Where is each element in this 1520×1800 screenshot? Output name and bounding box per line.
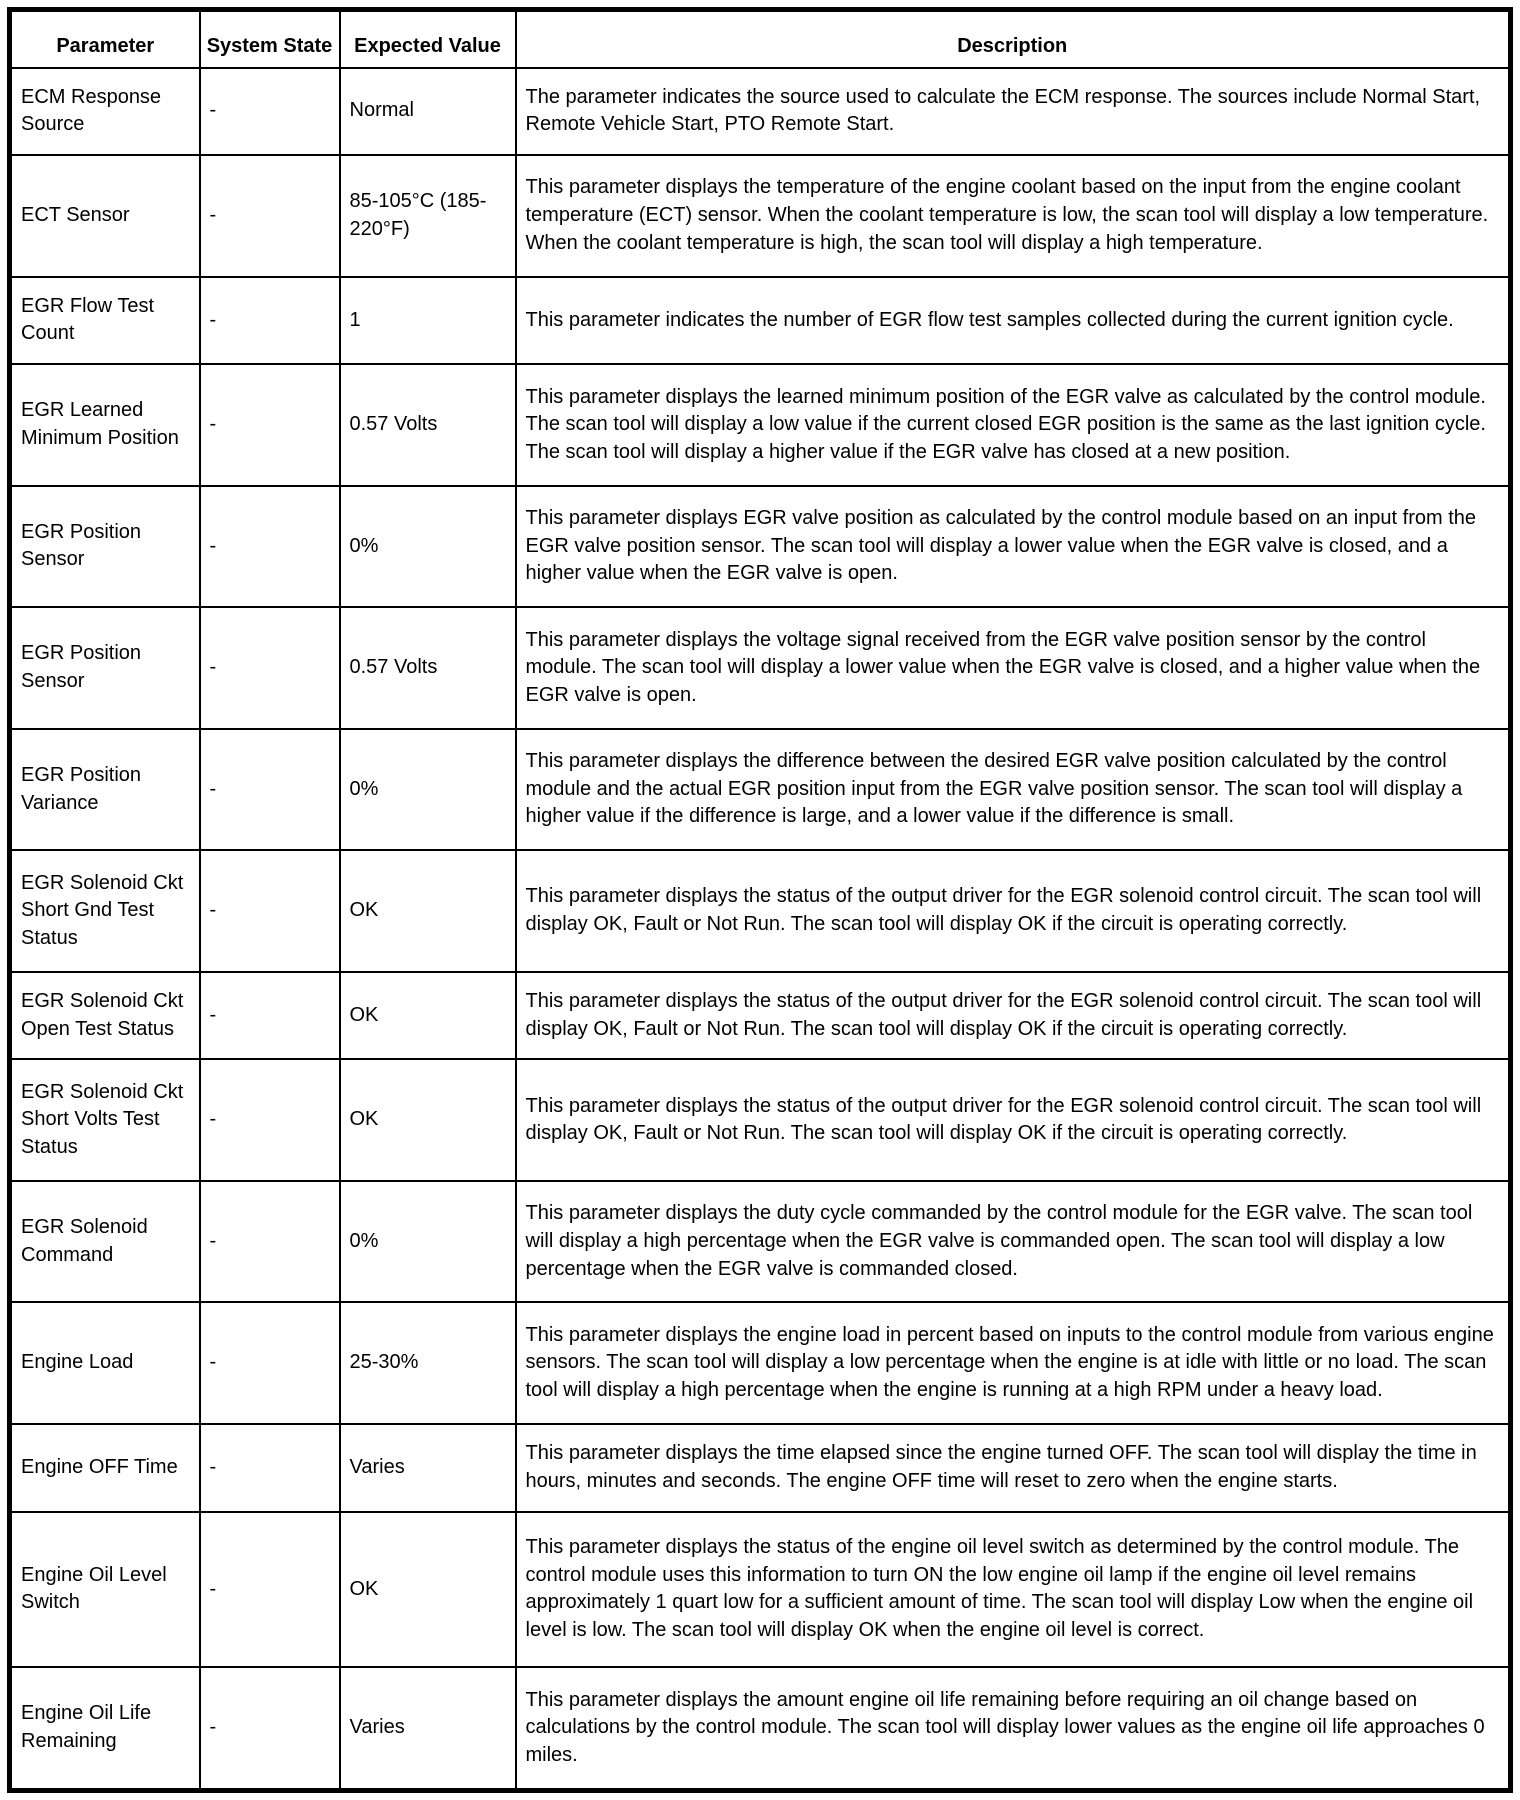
parameter-cell: Engine Oil Life Remaining (10, 1667, 200, 1790)
system-state-cell: - (200, 277, 340, 365)
parameter-cell: EGR Flow Test Count (10, 277, 200, 365)
expected-value-cell: OK (340, 1512, 516, 1667)
system-state-cell: - (200, 364, 340, 486)
description-cell: This parameter displays the duty cycle commanded by the control module for the EGR valve. The scan tool will display a high percentage when the EGR valve is commanded open. The scan tool will display a low percentage when the EGR valve is commanded closed. (516, 1181, 1511, 1303)
expected-value-cell: 0% (340, 1181, 516, 1303)
parameter-cell: EGR Position Sensor (10, 486, 200, 608)
parameter-cell: EGR Solenoid Ckt Short Gnd Test Status (10, 850, 200, 972)
system-state-cell: - (200, 972, 340, 1060)
table-row (10, 1059, 1511, 1181)
parameter-table (7, 7, 1513, 1793)
parameter-cell: EGR Learned Minimum Position (10, 364, 200, 486)
system-state-cell: - (200, 1181, 340, 1303)
description-cell: This parameter displays the amount engine oil life remaining before requiring an oil change based on calculations by the control module. The scan tool will display lower values as the engine oil life approaches 0 miles. (516, 1667, 1511, 1790)
system-state-cell: - (200, 1667, 340, 1790)
system-state-cell: - (200, 486, 340, 608)
table-row (10, 972, 1511, 1060)
description-cell: The parameter indicates the source used to calculate the ECM response. The sources include Normal Start, Remote Vehicle Start, PTO Remote Start. (516, 68, 1511, 156)
table-row (10, 155, 1511, 277)
parameter-cell: Engine Oil Level Switch (10, 1512, 200, 1667)
header-description: Description (516, 10, 1511, 68)
parameter-cell: ECT Sensor (10, 155, 200, 277)
expected-value-cell: Varies (340, 1667, 516, 1790)
description-cell: This parameter displays the engine load in percent based on inputs to the control module from various engine sensors. The scan tool will display a low percentage when the engine is at idle with little or no load. The scan tool will display a high percentage when the engine is running at a high RPM under a heavy load. (516, 1302, 1511, 1424)
description-cell: This parameter displays the difference between the desired EGR valve position calculated by the control module and the actual EGR position input from the EGR valve position sensor. The scan tool will display a higher value if the difference is large, and a lower value if the difference is small. (516, 729, 1511, 851)
table-row (10, 1181, 1511, 1303)
description-cell: This parameter displays the status of the output driver for the EGR solenoid control circuit. The scan tool will display OK, Fault or Not Run. The scan tool will display OK if the circuit is operating correctly. (516, 1059, 1511, 1181)
system-state-cell: - (200, 68, 340, 156)
table-row (10, 1667, 1511, 1790)
expected-value-cell: 0% (340, 729, 516, 851)
table-row (10, 364, 1511, 486)
parameter-cell: Engine Load (10, 1302, 200, 1424)
table-body (10, 68, 1511, 1791)
system-state-cell: - (200, 155, 340, 277)
table-row (10, 1512, 1511, 1667)
table-row (10, 277, 1511, 365)
expected-value-cell: 85-105°C (185-220°F) (340, 155, 516, 277)
parameter-cell: Engine OFF Time (10, 1424, 200, 1512)
expected-value-cell: 0.57 Volts (340, 364, 516, 486)
parameter-cell: ECM Response Source (10, 68, 200, 156)
header-system-state: System State (200, 10, 340, 68)
description-cell: This parameter displays the temperature of the engine coolant based on the input from the engine coolant temperature (ECT) sensor. When the coolant temperature is low, the scan tool will display a low temperature. When the coolant temperature is high, the scan tool will display a high temperature. (516, 155, 1511, 277)
table-row (10, 486, 1511, 608)
description-cell: This parameter displays the time elapsed since the engine turned OFF. The scan tool will display the time in hours, minutes and seconds. The engine OFF time will reset to zero when the engine starts. (516, 1424, 1511, 1512)
expected-value-cell: Normal (340, 68, 516, 156)
table-row (10, 68, 1511, 156)
system-state-cell: - (200, 1424, 340, 1512)
system-state-cell: - (200, 1512, 340, 1667)
header-row (10, 10, 1511, 68)
expected-value-cell: OK (340, 850, 516, 972)
description-cell: This parameter displays the status of the output driver for the EGR solenoid control circuit. The scan tool will display OK, Fault or Not Run. The scan tool will display OK if the circuit is operating correctly. (516, 850, 1511, 972)
parameter-cell: EGR Solenoid Command (10, 1181, 200, 1303)
expected-value-cell: 1 (340, 277, 516, 365)
expected-value-cell: OK (340, 1059, 516, 1181)
description-cell: This parameter indicates the number of EGR flow test samples collected during the current ignition cycle. (516, 277, 1511, 365)
system-state-cell: - (200, 1302, 340, 1424)
system-state-cell: - (200, 729, 340, 851)
table-header (10, 10, 1511, 68)
description-cell: This parameter displays the status of the engine oil level switch as determined by the control module. The control module uses this information to turn ON the low engine oil lamp if the engine oil level remains approximately 1 quart low for a sufficient amount of time. The scan tool will display Low when the engine oil level is low. The scan tool will display OK when the engine oil level is correct. (516, 1512, 1511, 1667)
expected-value-cell: 25-30% (340, 1302, 516, 1424)
parameter-cell: EGR Position Sensor (10, 607, 200, 729)
table-row (10, 1302, 1511, 1424)
expected-value-cell: 0% (340, 486, 516, 608)
table-row (10, 850, 1511, 972)
table-row (10, 1424, 1511, 1512)
description-cell: This parameter displays the learned minimum position of the EGR valve as calculated by the control module. The scan tool will display a low value if the current closed EGR position is the same as the last ignition cycle. The scan tool will display a higher value if the EGR valve has closed at a new position. (516, 364, 1511, 486)
expected-value-cell: Varies (340, 1424, 516, 1512)
description-cell: This parameter displays EGR valve position as calculated by the control module based on an input from the EGR valve position sensor. The scan tool will display a lower value when the EGR valve is closed, and a higher value when the EGR valve is open. (516, 486, 1511, 608)
table-row (10, 607, 1511, 729)
parameter-cell: EGR Position Variance (10, 729, 200, 851)
description-cell: This parameter displays the status of the output driver for the EGR solenoid control circuit. The scan tool will display OK, Fault or Not Run. The scan tool will display OK if the circuit is operating correctly. (516, 972, 1511, 1060)
expected-value-cell: OK (340, 972, 516, 1060)
system-state-cell: - (200, 850, 340, 972)
expected-value-cell: 0.57 Volts (340, 607, 516, 729)
header-expected-value: Expected Value (340, 10, 516, 68)
system-state-cell: - (200, 607, 340, 729)
parameter-cell: EGR Solenoid Ckt Open Test Status (10, 972, 200, 1060)
table-row (10, 729, 1511, 851)
header-parameter: Parameter (10, 10, 200, 68)
description-cell: This parameter displays the voltage signal received from the EGR valve position sensor by the control module. The scan tool will display a lower value when the EGR valve is closed, and a higher value when the EGR valve is open. (516, 607, 1511, 729)
system-state-cell: - (200, 1059, 340, 1181)
parameter-cell: EGR Solenoid Ckt Short Volts Test Status (10, 1059, 200, 1181)
